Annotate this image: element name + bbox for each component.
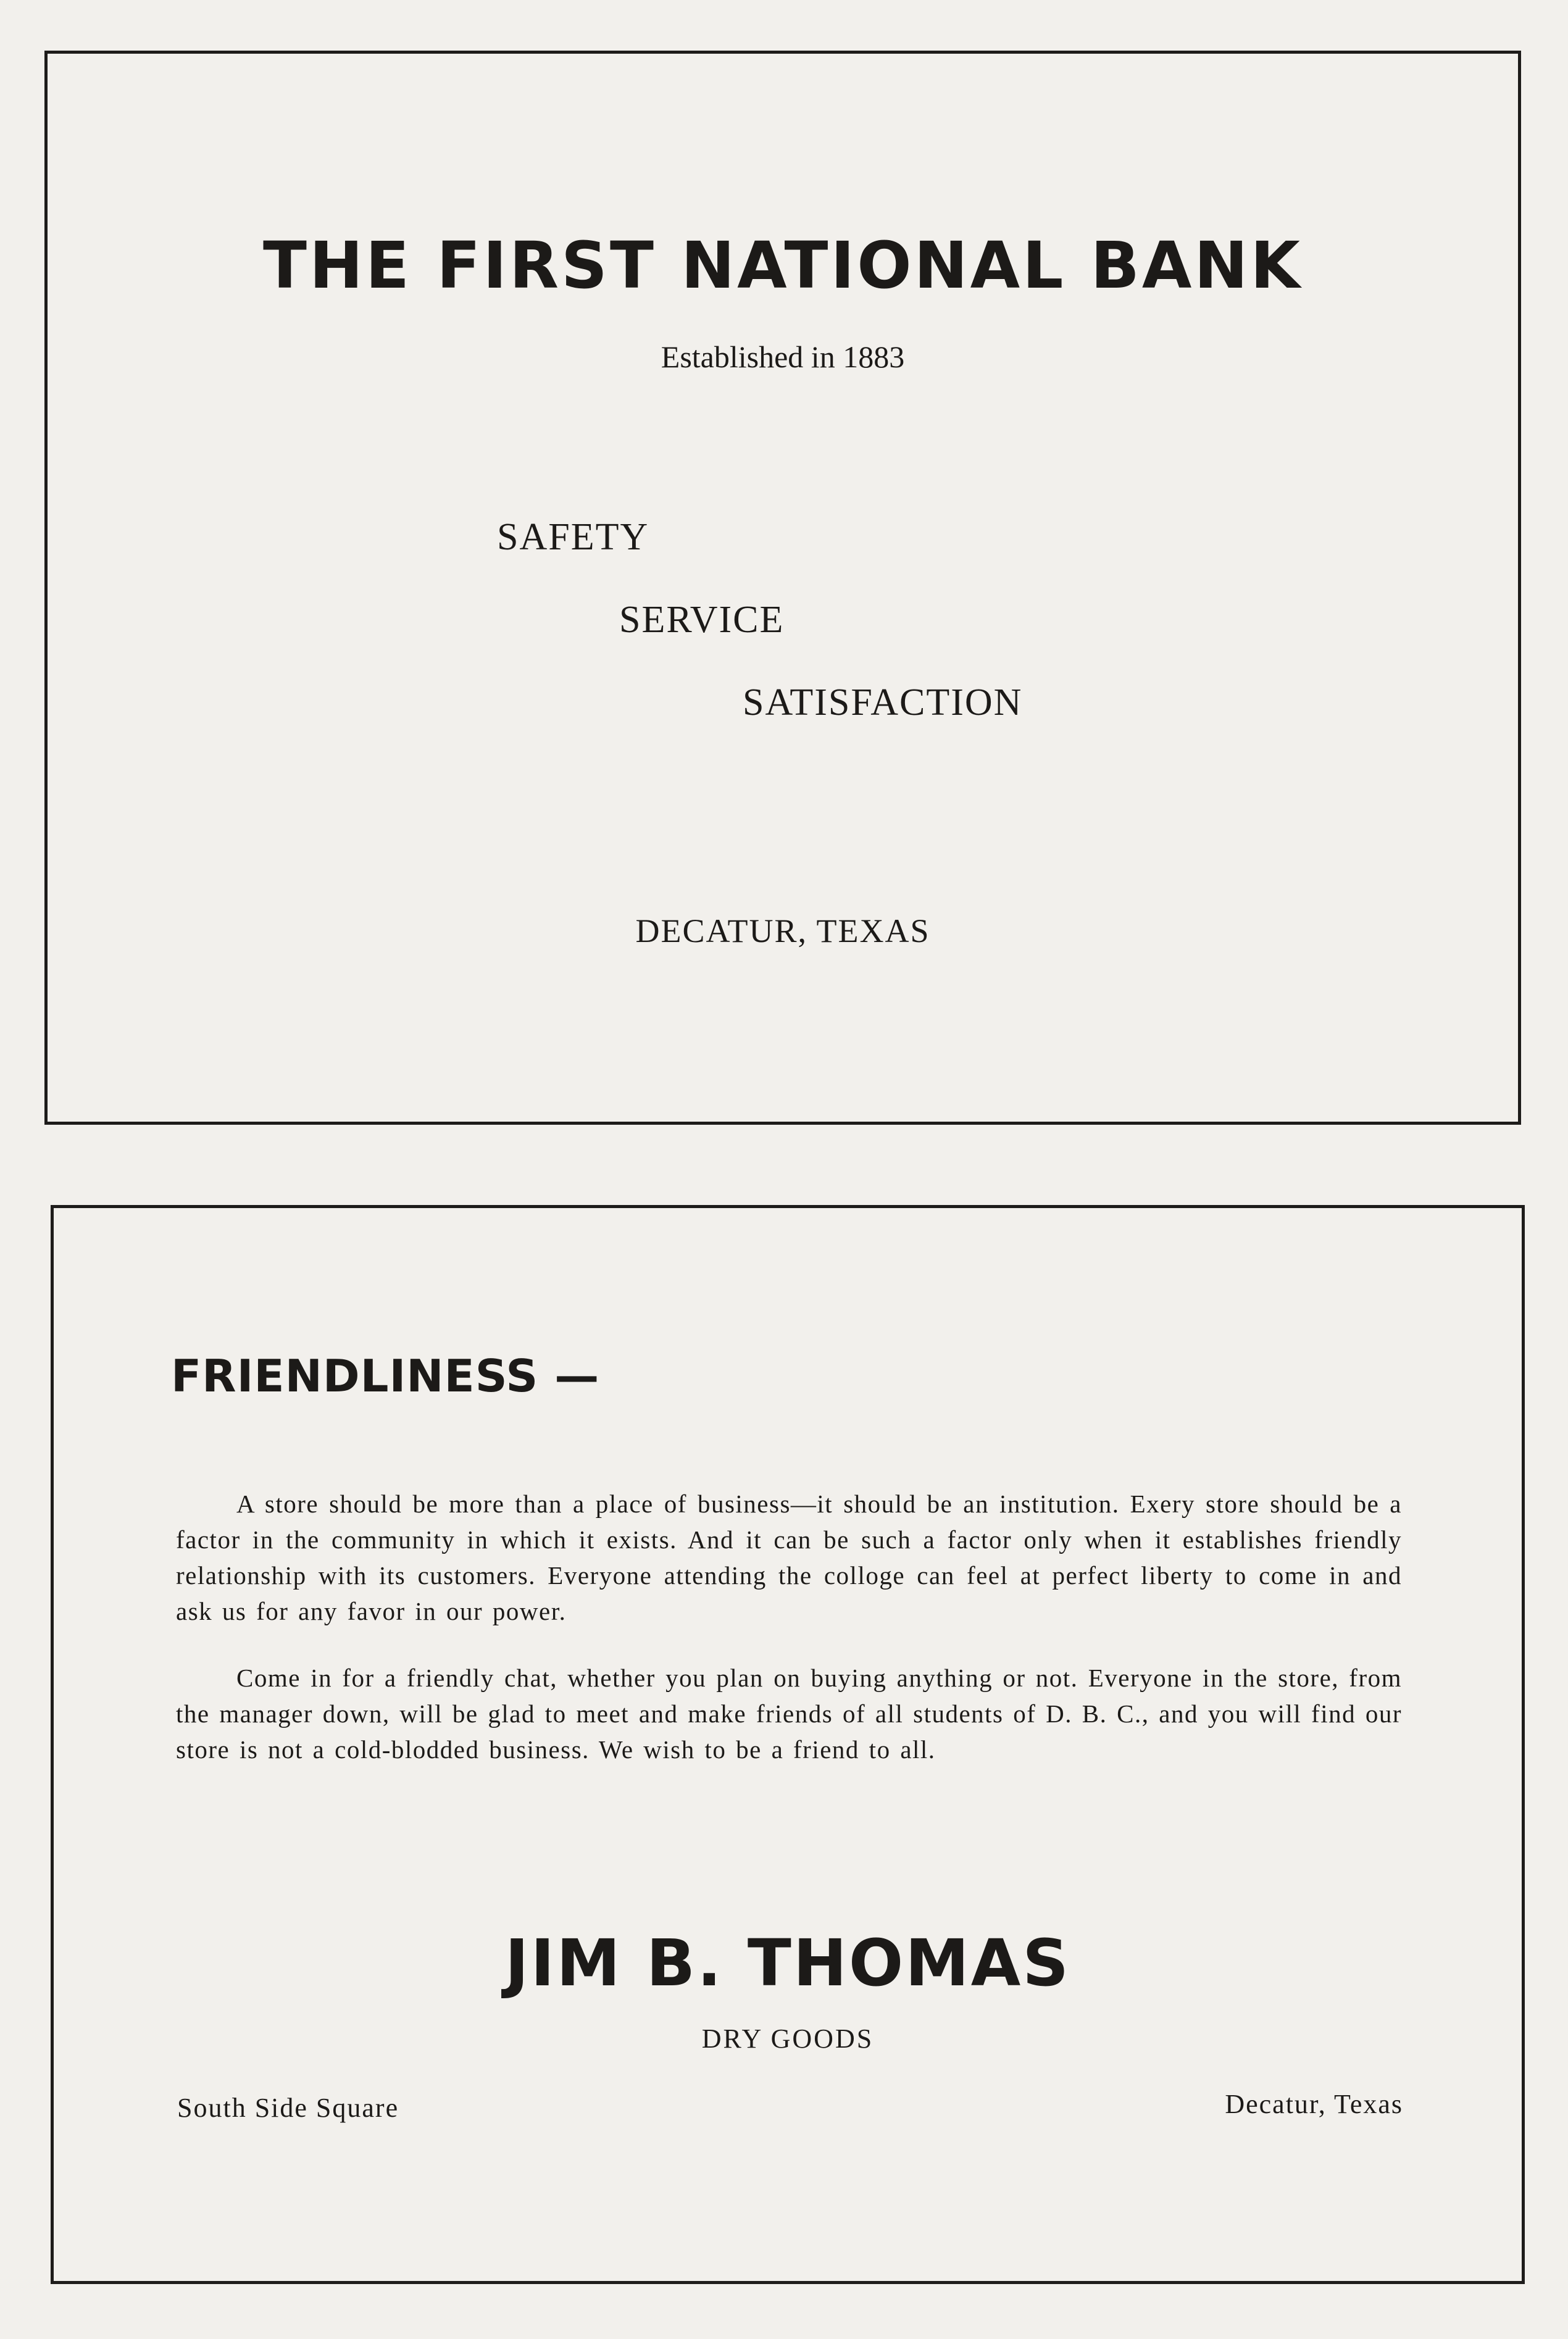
bank-advertisement [44,51,1521,1125]
store-address-street: South Side Square [177,2093,399,2123]
store-address-city: Decatur, Texas [1225,2089,1403,2119]
motto-service: SERVICE [619,599,785,641]
bank-title: THE FIRST NATIONAL BANK [263,228,1303,303]
bank-location: DECATUR, TEXAS [635,912,930,949]
store-type: DRY GOODS [701,2024,874,2054]
store-name: JIM B. THOMAS [504,1925,1071,2001]
body-paragraph: A store should be more than a place of business—it should be an institution. Exery store should be a factor in the community in which it exists. And it can be such a factor only when it establishes friendly relationship with its customers. Everyone attending the colloge can feel at perfect liberty to come in and ask us for any favor in our power. [176,1490,1402,1625]
body-paragraph: Come in for a friendly chat, whether you plan on buying anything or not. Everyone in the store, from the manager down, will be glad to meet and make friends of all students of D. B. C., and you will find our store is not a cold-blodded business. We wish to be a friend to all. [176,1664,1402,1764]
bank-established-line: Established in 1883 [661,340,905,374]
friendliness-heading: FRIENDLINESS — [171,1350,600,1402]
motto-safety: SAFETY [497,516,649,558]
motto-satisfaction: SATISFACTION [743,682,1023,723]
store-advertisement [51,1205,1525,2284]
